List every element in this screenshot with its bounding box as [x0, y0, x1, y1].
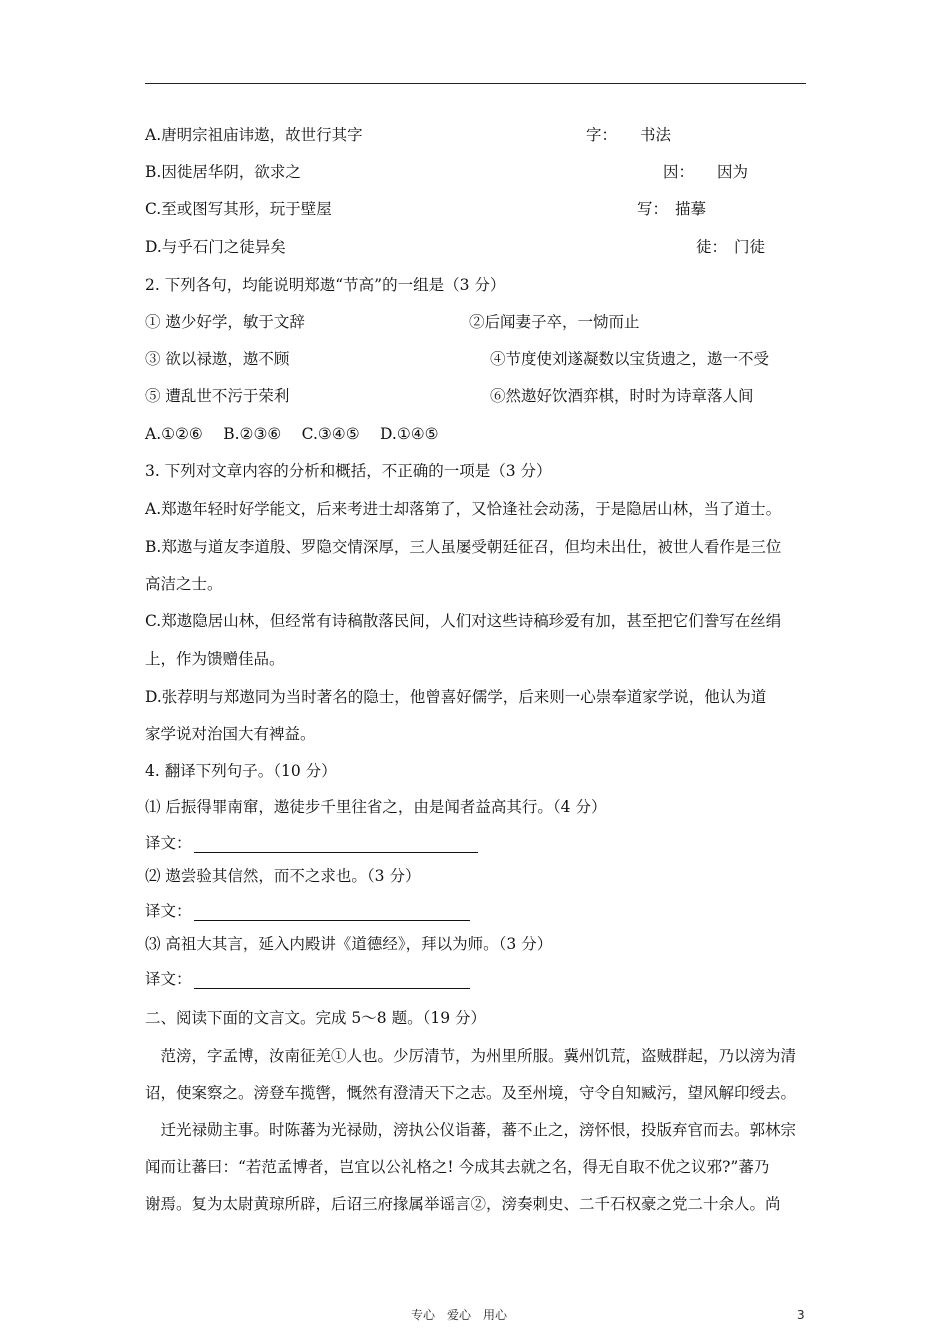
q4-answer-row-3 — [145, 969, 470, 989]
answer-label: 译文： — [145, 902, 192, 920]
q3-line: D.张荐明与郑遨同为当时著名的隐士，他曾喜好儒学，后来则一心崇奉道家学说，他认为道 — [145, 688, 767, 706]
footer-motto: 专心 爱心 用心 — [411, 1308, 508, 1322]
q2-item-1: ① 遨少好学，敏于文辞 — [145, 313, 305, 331]
q4-answer-row-2 — [145, 901, 470, 921]
q3-line: B.郑遨与道友李道殷、罗隐交情深厚，三人虽屡受朝廷征召，但均未出仕，被世人看作是三位 — [145, 538, 782, 556]
q2-item-6: ⑥然遨好饮酒弈棋，时时为诗章落人间 — [490, 387, 754, 405]
q1-option-c-meaning: 描摹 — [675, 200, 707, 218]
passage-line: 诏，使案察之。滂登车揽辔，慨然有澄清天下之志。及至州境，守令自知臧污，望风解印绶去。 — [145, 1084, 797, 1102]
answer-blank-2[interactable] — [194, 904, 470, 921]
q3-line: 上，作为馈赠佳品。 — [145, 650, 285, 668]
q3-line: A.郑遨年轻时好学能文，后来考进士却落第了，又恰逢社会动荡，于是隐居山林，当了道士。 — [145, 500, 782, 518]
q4-answer-row-1 — [145, 833, 478, 853]
q1-option-b-meaning: 因为 — [717, 163, 749, 181]
q1-option-c-word: 写： — [637, 200, 669, 218]
q2-item-2: ②后闻妻子卒，一恸而止 — [469, 313, 640, 331]
q2-item-3: ③ 欲以禄遨，遨不顾 — [145, 350, 290, 368]
q2-stem: 2. 下列各句，均能说明郑遨“节高”的一组是（3 分） — [145, 276, 506, 294]
header-rule — [145, 83, 806, 84]
q3-line: 家学说对治国大有裨益。 — [145, 725, 316, 743]
answer-label: 译文： — [145, 834, 192, 852]
q1-option-d: D.与乎石门之徒异矣 — [145, 238, 286, 256]
answer-blank-1[interactable] — [194, 836, 478, 853]
q3-line: 高洁之士。 — [145, 575, 223, 593]
q1-option-c: C.至或图写其形，玩于壁屋 — [145, 200, 332, 218]
q3-stem: 3. 下列对文章内容的分析和概括，不正确的一项是（3 分） — [145, 462, 552, 480]
passage-line: 谢焉。复为太尉黄琼所辟，后诏三府掾属举谣言②，滂奏刺史、二千石权豪之党二十余人。尚 — [145, 1195, 781, 1213]
passage-line: 范滂，字孟博，汝南征羌①人也。少厉清节，为州里所服。冀州饥荒，盗贼群起，乃以滂为清 — [145, 1047, 797, 1065]
q1-option-d-meaning: 门徒 — [734, 238, 766, 256]
q2-choices: A.①②⑥ B.②③⑥ C.③④⑤ D.①④⑤ — [145, 425, 439, 443]
q2-item-4: ④节度使刘遂凝数以宝货遗之，遨一不受 — [490, 350, 770, 368]
page-number: 3 — [797, 1308, 805, 1322]
q2-item-5: ⑤ 遭乱世不污于荣利 — [145, 387, 290, 405]
q4-item-3: ⑶ 高祖大其言，延入内殿讲《道德经》，拜以为师。（3 分） — [145, 935, 553, 953]
answer-label: 译文： — [145, 970, 192, 988]
q1-option-b: B.因徙居华阴，欲求之 — [145, 163, 301, 181]
section2-heading: 二、阅读下面的文言文。完成 5～8 题。（19 分） — [145, 1009, 486, 1027]
answer-blank-3[interactable] — [194, 972, 470, 989]
q4-item-1: ⑴ 后振得罪南窜，遨徒步千里往省之，由是闻者益高其行。（4 分） — [145, 798, 607, 816]
q1-option-a: A.唐明宗祖庙讳遨，故世行其字 — [145, 126, 363, 144]
q4-stem: 4. 翻译下列句子。（10 分） — [145, 762, 337, 780]
q1-option-a-word: 字： — [586, 126, 618, 144]
q1-option-d-word: 徒： — [696, 238, 728, 256]
q1-option-b-word: 因： — [663, 163, 695, 181]
q1-option-a-meaning: 书法 — [640, 126, 672, 144]
q3-line: C.郑遨隐居山林，但经常有诗稿散落民间，人们对这些诗稿珍爱有加，甚至把它们誊写在丝绢 — [145, 612, 782, 630]
passage-line: 迁光禄勋主事。时陈蕃为光禄勋，滂执公仪诣蕃，蕃不止之，滂怀恨，投版弃官而去。郭林宗 — [145, 1121, 797, 1139]
q4-item-2: ⑵ 遨尝验其信然，而不之求也。（3 分） — [145, 867, 421, 885]
passage-line: 闻而让蕃曰：“若范孟博者，岂宜以公礼格之! 今成其去就之名，得无自取不优之议邪?”蕃乃 — [145, 1158, 770, 1176]
